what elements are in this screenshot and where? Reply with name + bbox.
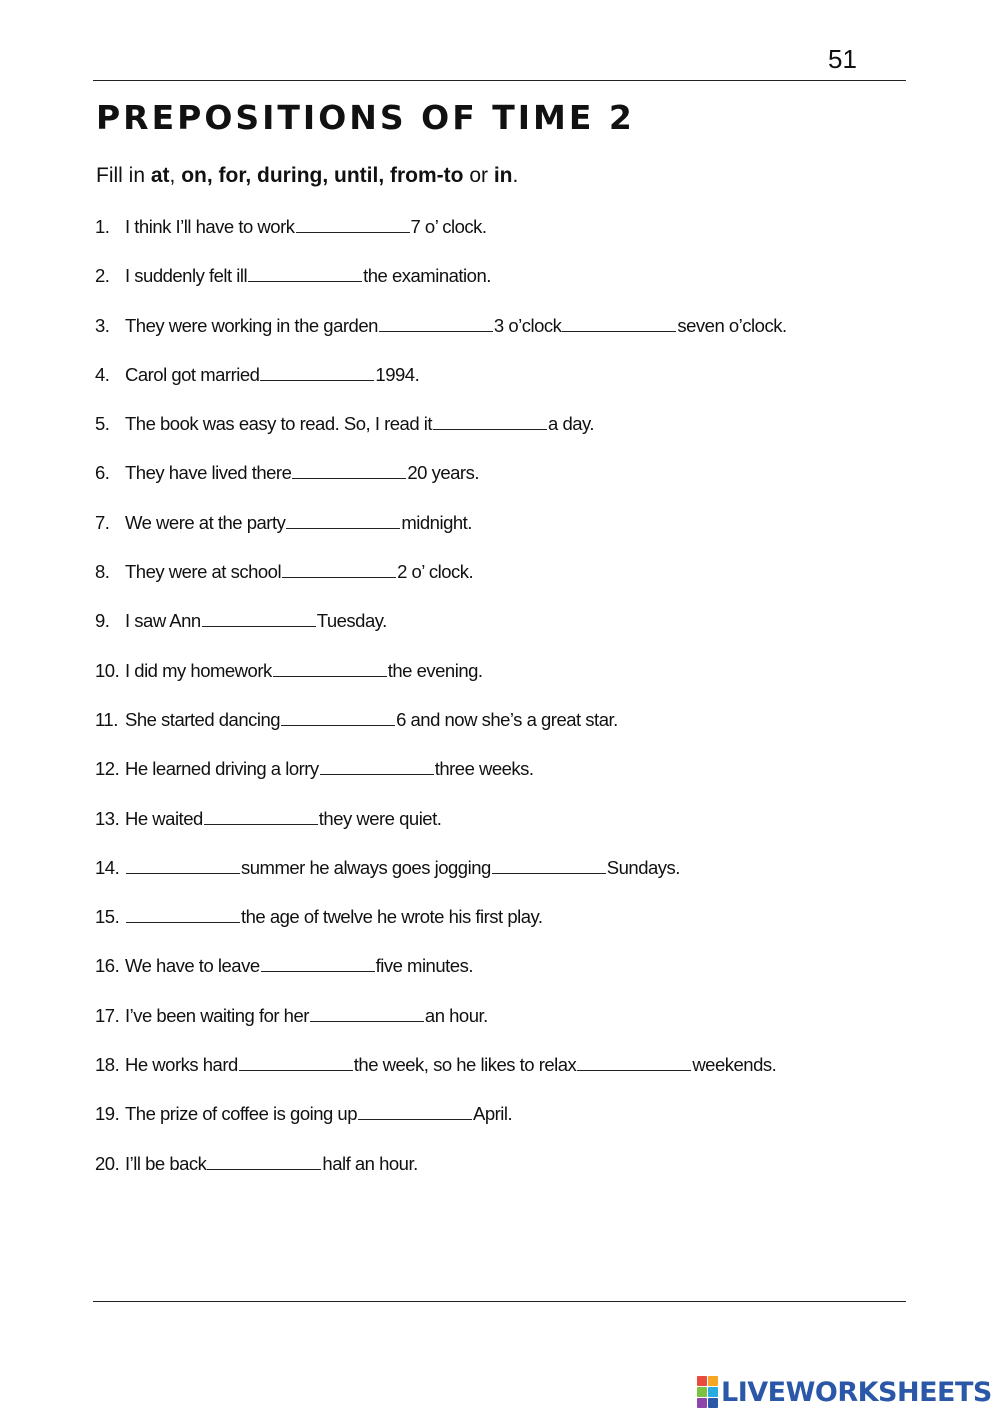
exercise-text: Sundays. — [606, 856, 680, 878]
exercise-text: midnight. — [401, 511, 472, 533]
exercise-text: They have lived there — [125, 462, 292, 484]
brand-footer — [697, 1375, 992, 1409]
exercise-text: 2 o’ clock. — [397, 561, 474, 583]
exercise-item — [95, 511, 787, 560]
exercise-text: I suddenly felt ill — [125, 265, 248, 287]
exercise-text: weekends. — [692, 1054, 777, 1076]
exercise-item — [95, 1004, 787, 1053]
exercise-number: 2. — [95, 265, 110, 287]
exercise-text: We were at the party — [125, 511, 286, 533]
exercise-item — [95, 609, 787, 658]
instruction-words: on, for, during, until, from-to — [181, 164, 464, 187]
answer-blank[interactable] — [202, 625, 316, 627]
exercise-text: I think I’ll have to work — [125, 216, 295, 237]
exercise-text: the week, so he likes to relax — [353, 1054, 577, 1076]
logo-tile — [708, 1376, 718, 1386]
exercise-number: 18. — [95, 1054, 120, 1076]
page-title: PREPOSITIONS OF TIME 2 — [96, 98, 635, 137]
logo-tile — [697, 1376, 707, 1386]
exercise-number: 20. — [95, 1152, 120, 1174]
answer-blank[interactable] — [577, 1069, 691, 1071]
answer-blank[interactable] — [126, 872, 240, 874]
answer-blank[interactable] — [207, 1168, 321, 1170]
instruction-word-at: at — [150, 164, 170, 187]
exercise-number: 15. — [95, 906, 120, 928]
instruction-suffix: . — [512, 164, 519, 187]
logo-tile — [697, 1387, 707, 1397]
answer-blank[interactable] — [433, 428, 547, 430]
exercise-text: I’ll be back — [125, 1152, 207, 1174]
answer-blank[interactable] — [562, 330, 676, 332]
answer-blank[interactable] — [261, 970, 375, 972]
exercise-number: 3. — [95, 314, 110, 336]
exercise-number: 5. — [95, 413, 110, 435]
exercise-item — [95, 363, 787, 412]
exercise-text: half an hour. — [322, 1152, 418, 1174]
exercise-text: a day. — [548, 413, 595, 435]
exercise-text: the age of twelve he wrote his first play. — [241, 906, 543, 928]
exercise-text: I did my homework — [125, 659, 272, 681]
answer-blank[interactable] — [239, 1069, 353, 1071]
exercise-number: 4. — [95, 363, 110, 385]
exercise-text: Carol got married — [125, 363, 260, 385]
exercise-text: She started dancing — [125, 708, 281, 730]
instruction — [96, 164, 518, 188]
exercise-item — [95, 659, 787, 708]
exercise-number: 1. — [95, 216, 110, 237]
instruction-word-in: in — [493, 164, 513, 187]
exercise-list — [95, 215, 787, 1201]
exercise-item — [95, 1053, 787, 1102]
exercise-item — [95, 757, 787, 806]
exercise-text: He learned driving a lorry — [125, 758, 319, 780]
brand-name: LIVEWORKSHEETS — [721, 1376, 992, 1408]
exercise-text: three weeks. — [434, 758, 534, 780]
instruction-or: or — [463, 164, 494, 187]
exercise-item — [95, 1152, 787, 1201]
exercise-item — [95, 215, 787, 264]
instruction-separator: , — [169, 164, 182, 187]
answer-blank[interactable] — [281, 724, 395, 726]
answer-blank[interactable] — [379, 330, 493, 332]
answer-blank[interactable] — [492, 872, 606, 874]
liveworksheets-logo-icon — [697, 1376, 718, 1408]
exercise-number: 12. — [95, 758, 120, 780]
instruction-prefix: Fill in — [96, 164, 151, 187]
exercise-text: They were at school — [125, 561, 282, 583]
exercise-text: 7 o’ clock. — [410, 216, 487, 237]
exercise-text: seven o’clock. — [677, 314, 787, 336]
exercise-number: 10. — [95, 659, 120, 681]
exercise-text: We have to leave — [125, 955, 260, 977]
answer-blank[interactable] — [273, 675, 387, 677]
exercise-item — [95, 856, 787, 905]
exercise-number: 6. — [95, 462, 110, 484]
answer-blank[interactable] — [310, 1020, 424, 1022]
exercise-text: He works hard — [125, 1054, 238, 1076]
answer-blank[interactable] — [204, 823, 318, 825]
answer-blank[interactable] — [286, 527, 400, 529]
answer-blank[interactable] — [248, 280, 362, 282]
bottom-divider — [93, 1301, 906, 1302]
exercise-number: 7. — [95, 511, 110, 533]
exercise-text: an hour. — [424, 1004, 488, 1026]
exercise-text: the evening. — [387, 659, 483, 681]
exercise-text: The book was easy to read. So, I read it — [125, 413, 433, 435]
logo-tile — [708, 1398, 718, 1408]
exercise-text: the examination. — [363, 265, 491, 287]
answer-blank[interactable] — [126, 921, 240, 923]
exercise-item — [95, 461, 787, 510]
exercise-text: They were working in the garden — [125, 314, 378, 336]
exercise-item — [95, 807, 787, 856]
exercise-number: 9. — [95, 610, 110, 632]
exercise-item — [95, 264, 787, 313]
top-divider — [93, 80, 906, 81]
exercise-item — [95, 1102, 787, 1151]
page-number: 51 — [828, 44, 857, 74]
exercise-text: The prize of coffee is going up — [125, 1103, 358, 1125]
exercise-item — [95, 314, 787, 363]
exercise-text: I saw Ann — [125, 610, 201, 632]
exercise-number: 17. — [95, 1004, 120, 1026]
exercise-item — [95, 560, 787, 609]
exercise-number: 14. — [95, 856, 120, 878]
logo-tile — [697, 1398, 707, 1408]
exercise-text: 1994. — [375, 363, 420, 385]
answer-blank[interactable] — [358, 1118, 472, 1120]
exercise-number: 8. — [95, 561, 110, 583]
exercise-number: 13. — [95, 807, 120, 829]
exercise-text: 6 and now she’s a great star. — [396, 708, 618, 730]
exercise-text: Tuesday. — [316, 610, 387, 632]
exercise-item — [95, 905, 787, 954]
exercise-item — [95, 412, 787, 461]
exercise-text: they were quiet. — [318, 807, 442, 829]
exercise-text: I’ve been waiting for her — [125, 1004, 309, 1026]
exercise-text: April. — [473, 1103, 513, 1125]
exercise-number: 11. — [95, 708, 118, 730]
exercise-text: five minutes. — [375, 955, 473, 977]
exercise-text: 20 years. — [407, 462, 479, 484]
exercise-text: summer he always goes jogging — [241, 856, 491, 878]
exercise-text: 3 o’clock — [493, 314, 562, 336]
answer-blank[interactable] — [260, 379, 374, 381]
answer-blank[interactable] — [296, 231, 410, 233]
exercise-item — [95, 954, 787, 1003]
logo-tile — [708, 1387, 718, 1397]
answer-blank[interactable] — [292, 477, 406, 479]
exercise-number: 16. — [95, 955, 120, 977]
exercise-number: 19. — [95, 1103, 120, 1125]
answer-blank[interactable] — [320, 773, 434, 775]
answer-blank[interactable] — [282, 576, 396, 578]
exercise-item — [95, 708, 787, 757]
exercise-text: He waited — [125, 807, 203, 829]
